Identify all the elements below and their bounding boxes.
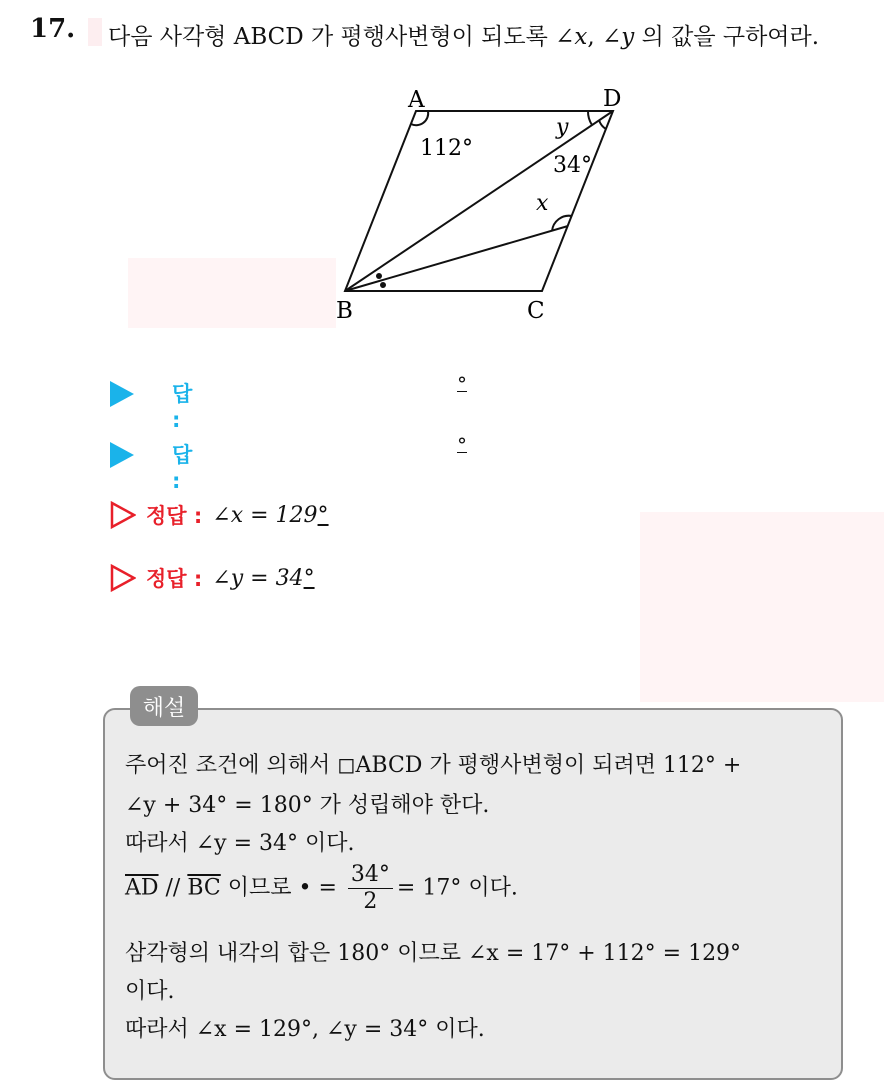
fraction-numerator: 34° [348, 862, 393, 889]
solution-line-6: 이다. [125, 979, 175, 1004]
correct-answer-expr: ∠x = 129 [212, 502, 318, 528]
correct-triangle-icon [110, 564, 136, 592]
fraction [348, 862, 393, 915]
solution-line-1: 주어진 조건에 의해서 ◻ABCD 가 평행사변형이 되려면 112° + [125, 753, 742, 778]
question-text-after: 의 값을 구하여라. [634, 24, 820, 50]
correct-answer-unit: ° [303, 565, 315, 591]
correct-answer-expr: ∠y = 34 [212, 565, 304, 591]
correct-answer-label: 정답 : [146, 567, 203, 591]
solution-line-7: 따라서 ∠x = 129°, ∠y = 34° 이다. [125, 1017, 485, 1042]
bisector-dot [380, 282, 386, 288]
answer-arrow-icon [110, 442, 134, 468]
fraction-denominator: 2 [363, 889, 378, 914]
correct-answer-label: 정답 : [146, 504, 203, 528]
segment-ad: $\overline{AD}$ [125, 875, 159, 901]
answer-row-2 [110, 433, 467, 493]
correct-answer-unit: ° [317, 502, 329, 528]
line4-end: = 17° 이다. [396, 875, 518, 901]
correct-answer-value [212, 503, 328, 528]
answer-blank-input[interactable]: ° [457, 433, 467, 457]
label-c: C [527, 298, 545, 324]
bisector-dot [376, 273, 382, 279]
angle-y-symbol: ∠y [602, 24, 635, 50]
answer-label: 답 : [172, 382, 193, 432]
parallelogram-figure [330, 80, 630, 330]
solution-line-4 [125, 862, 518, 915]
angle-112-label: 112° [420, 136, 473, 161]
correct-answer-value [212, 566, 314, 591]
label-y: y [556, 115, 569, 140]
solution-tag: 해설 [130, 686, 198, 726]
correct-triangle-icon [110, 501, 136, 529]
solution-line-3: 따라서 ∠y = 34° 이다. [125, 831, 355, 856]
angle-x-symbol: ∠x [555, 24, 588, 50]
solution-line-2: ∠y + 34° = 180° 가 성립해야 한다. [125, 793, 490, 818]
label-a: A [408, 87, 425, 113]
question-text [108, 18, 819, 51]
background-tint [128, 258, 336, 328]
angle-arc-34 [599, 120, 606, 129]
label-b: B [336, 298, 353, 324]
parallel-symbol: // [158, 875, 188, 901]
angle-arc-y [588, 111, 592, 125]
correct-answer-row-1 [110, 500, 329, 530]
answer-arrow-icon [110, 381, 134, 407]
angle-34-label: 34° [553, 153, 592, 178]
question-number-highlight [88, 18, 102, 46]
answer-label: 답 : [172, 443, 193, 493]
label-d: D [603, 86, 622, 112]
line4-middle: 이므로 • = [220, 875, 344, 901]
comma: , [587, 24, 602, 50]
segment-bc: $\overline{BC}$ [187, 875, 221, 901]
solution-line-5: 삼각형의 내각의 합은 180° 이므로 ∠x = 17° + 112° = 129° [125, 941, 742, 966]
bisector-line [345, 226, 568, 291]
correct-answer-row-2 [110, 563, 315, 593]
background-tint [640, 512, 884, 702]
question-number: 17. [30, 14, 76, 44]
answer-row-1 [110, 372, 467, 432]
label-x: x [536, 191, 549, 216]
diagonal-bd [345, 111, 613, 291]
answer-blank-input[interactable]: ° [457, 372, 467, 396]
question-text-before: 다음 사각형 ABCD 가 평행사변형이 되도록 [108, 24, 556, 50]
